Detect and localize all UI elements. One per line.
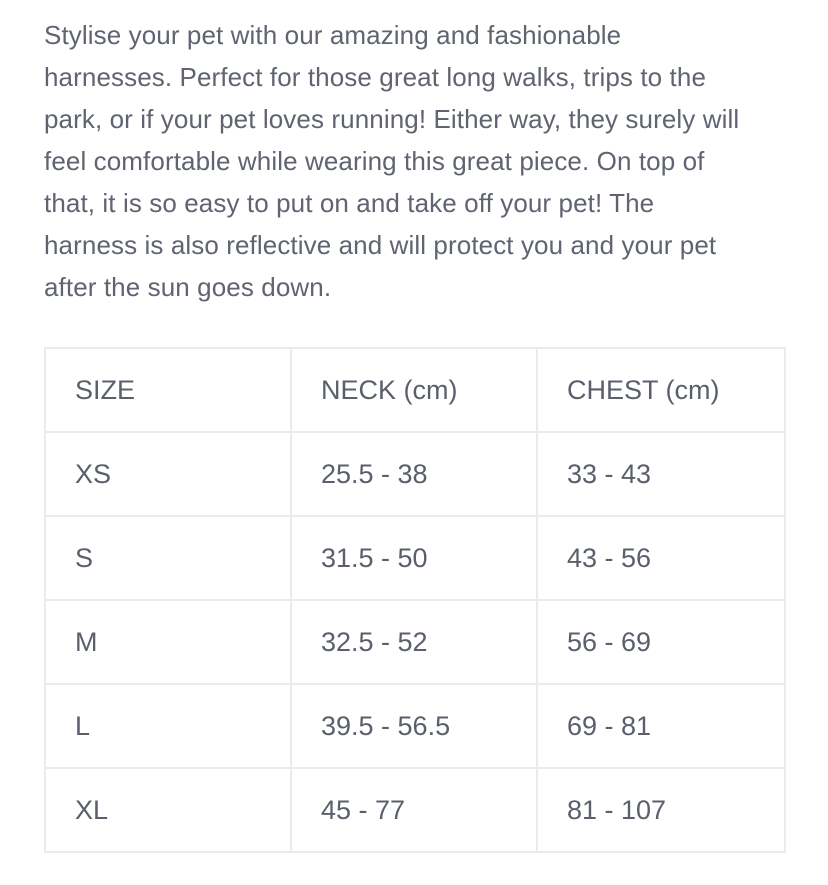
description-line: park, or if your pet loves running! Either way, they surely will [44, 104, 740, 134]
size-cell: M [45, 600, 291, 684]
header-chest: CHEST (cm) [537, 348, 785, 432]
neck-cell: 45 - 77 [291, 768, 537, 852]
neck-cell: 31.5 - 50 [291, 516, 537, 600]
chest-cell: 81 - 107 [537, 768, 785, 852]
chest-cell: 56 - 69 [537, 600, 785, 684]
table-row [45, 684, 785, 768]
neck-cell: 32.5 - 52 [291, 600, 537, 684]
size-cell: XL [45, 768, 291, 852]
size-cell: S [45, 516, 291, 600]
table-row [45, 768, 785, 852]
description-line: feel comfortable while wearing this great piece. On top of [44, 146, 705, 176]
description-line: after the sun goes down. [44, 272, 332, 302]
table-header-row [45, 348, 785, 432]
size-cell: L [45, 684, 291, 768]
header-neck: NECK (cm) [291, 348, 537, 432]
chest-cell: 43 - 56 [537, 516, 785, 600]
neck-cell: 39.5 - 56.5 [291, 684, 537, 768]
table-row [45, 516, 785, 600]
description-line: Stylise your pet with our amazing and fashionable [44, 20, 622, 50]
header-size: SIZE [45, 348, 291, 432]
chest-cell: 69 - 81 [537, 684, 785, 768]
description-line: that, it is so easy to put on and take off your pet! The [44, 188, 655, 218]
chest-cell: 33 - 43 [537, 432, 785, 516]
table-row [45, 600, 785, 684]
description-line: harness is also reflective and will protect you and your pet [44, 230, 717, 260]
neck-cell: 25.5 - 38 [291, 432, 537, 516]
product-description [44, 14, 794, 308]
description-line: harnesses. Perfect for those great long walks, trips to the [44, 62, 707, 92]
size-chart-table [44, 347, 786, 853]
size-cell: XS [45, 432, 291, 516]
table-row [45, 432, 785, 516]
